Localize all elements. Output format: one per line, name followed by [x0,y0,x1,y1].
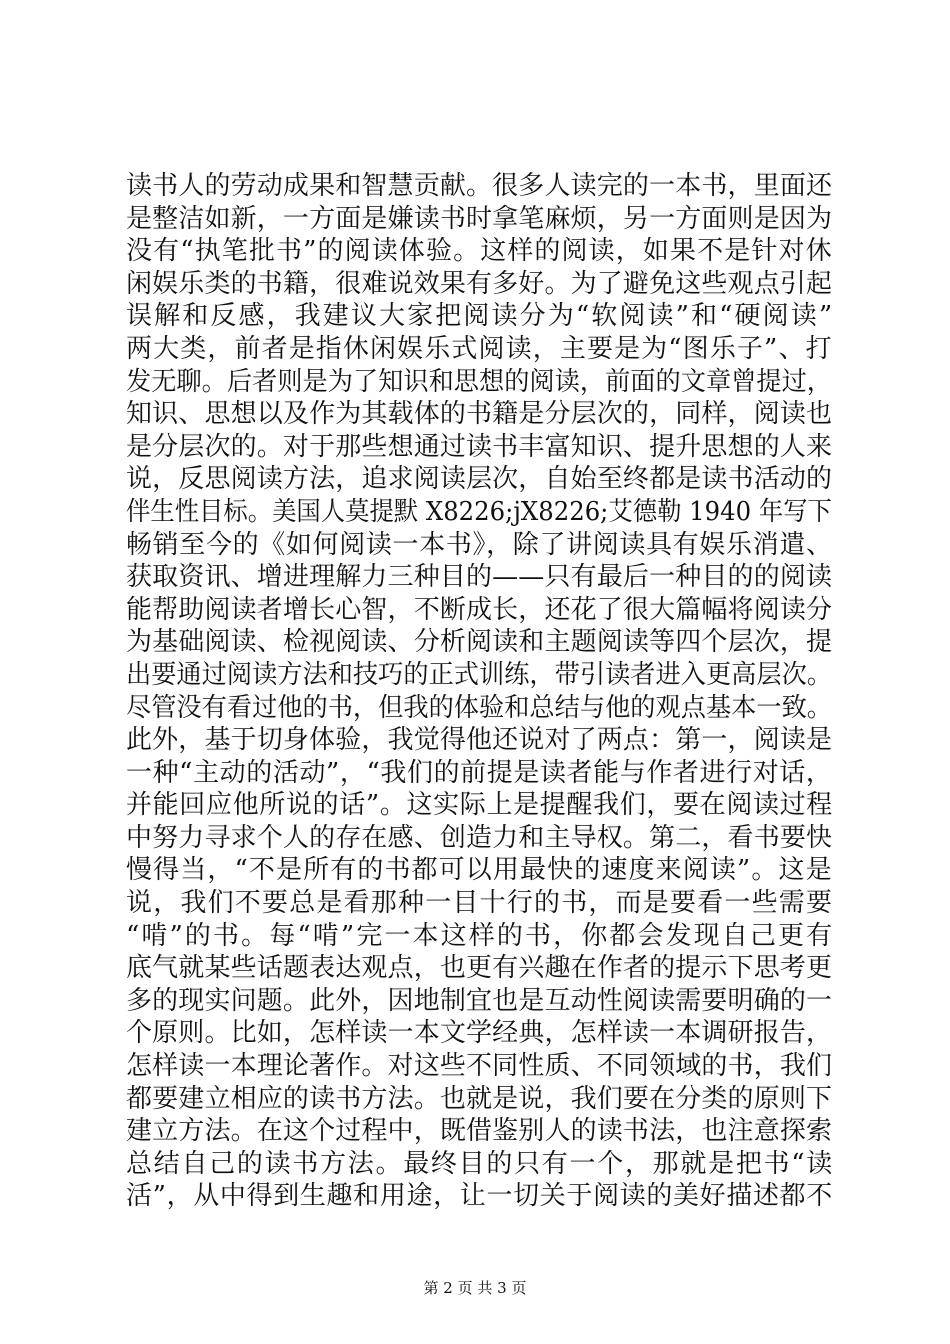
text-line: 都要建立相应的读书方法。也就是说，我们要在分类的原则下 [126,1083,833,1114]
text-line: 出要通过阅读方法和技巧的正式训练，带引读者进入更高层次。 [126,659,833,690]
page-footer: 第 2 页 共 3 页 [423,1279,527,1297]
text-line: 活”，从中得到生趣和用途，让一切关于阅读的美好描述都不 [126,1181,833,1212]
text-line: 误解和反感，我建议大家把阅读分为“软阅读”和“硬阅读” [126,301,835,332]
text-line: 闲娱乐类的书籍，很难说效果有多好。为了避免这些观点引起 [126,268,833,299]
text-line: 获取资讯、增进理解力三种目的——只有最后一种目的的阅读 [126,562,833,593]
text-line: 此外，基于切身体验，我觉得他还说对了两点：第一，阅读是 [126,725,833,756]
body-text [126,170,835,1213]
text-line: 中努力寻求个人的存在感、创造力和主导权。第二，看书要快 [126,822,833,853]
text-line: 没有“执笔批书”的阅读体验。这样的阅读，如果不是针对休 [126,236,833,267]
text-line: 底气就某些话题表达观点，也更有兴趣在作者的提示下思考更 [126,953,833,984]
text-line: 读书人的劳动成果和智慧贡献。很多人读完的一本书，里面还 [126,171,833,201]
text-line: 怎样读一本理论著作。对这些不同性质、不同领域的书，我们 [126,1051,833,1082]
text-line: 能帮助阅读者增长心智，不断成长，还花了很大篇幅将阅读分 [126,594,833,625]
text-line: 畅销至今的《如何阅读一本书》，除了讲阅读具有娱乐消遣、 [126,529,833,560]
text-line: 多的现实问题。此外，因地制宜也是互动性阅读需要明确的一 [126,985,833,1016]
text-line: 尽管没有看过他的书，但我的体验和总结与他的观点基本一致。 [126,692,833,723]
text-line: 并能回应他所说的话”。这实际上是提醒我们，要在阅读过程 [126,790,833,821]
text-line: “啃”的书。每“啃”完一本这样的书，你都会发现自己更有 [126,920,835,951]
text-line: 建立方法。在这个过程中，既借鉴别人的读书法，也注意探索 [126,1116,833,1147]
text-line: 为基础阅读、检视阅读、分析阅读和主题阅读等四个层次，提 [126,627,833,658]
text-line: 慢得当，“不是所有的书都可以用最快的速度来阅读”。这是 [126,855,833,886]
text-line: 两大类，前者是指休闲娱乐式阅读，主要是为“图乐子”、打 [126,333,833,364]
text-line: 是分层次的。对于那些想通过读书丰富知识、提升思想的人来 [126,431,833,462]
text-line: 个原则。比如，怎样读一本文学经典，怎样读一本调研报告， [126,1018,833,1049]
text-line: 一种“主动的活动”，“我们的前提是读者能与作者进行对话， [126,757,833,788]
text-line: 总结自己的读书方法。最终目的只有一个，那就是把书“读 [126,1148,835,1179]
text-line: 说，反思阅读方法，追求阅读层次，自始至终都是读书活动的 [126,464,833,495]
text-line: 是整洁如新，一方面是嫌读书时拿笔麻烦，另一方面则是因为 [126,203,833,234]
text-line: 发无聊。后者则是为了知识和思想的阅读，前面的文章曾提过， [126,366,833,397]
text-line: 说，我们不要总是看那种一目十行的书，而是要看一些需要 [126,888,834,919]
text-line: 伴生性目标。美国人莫提默 X8226;jX8226;艾德勒 1940 年写下 [126,496,832,527]
text-line: 知识、思想以及作为其载体的书籍是分层次的，同样，阅读也 [126,399,833,430]
